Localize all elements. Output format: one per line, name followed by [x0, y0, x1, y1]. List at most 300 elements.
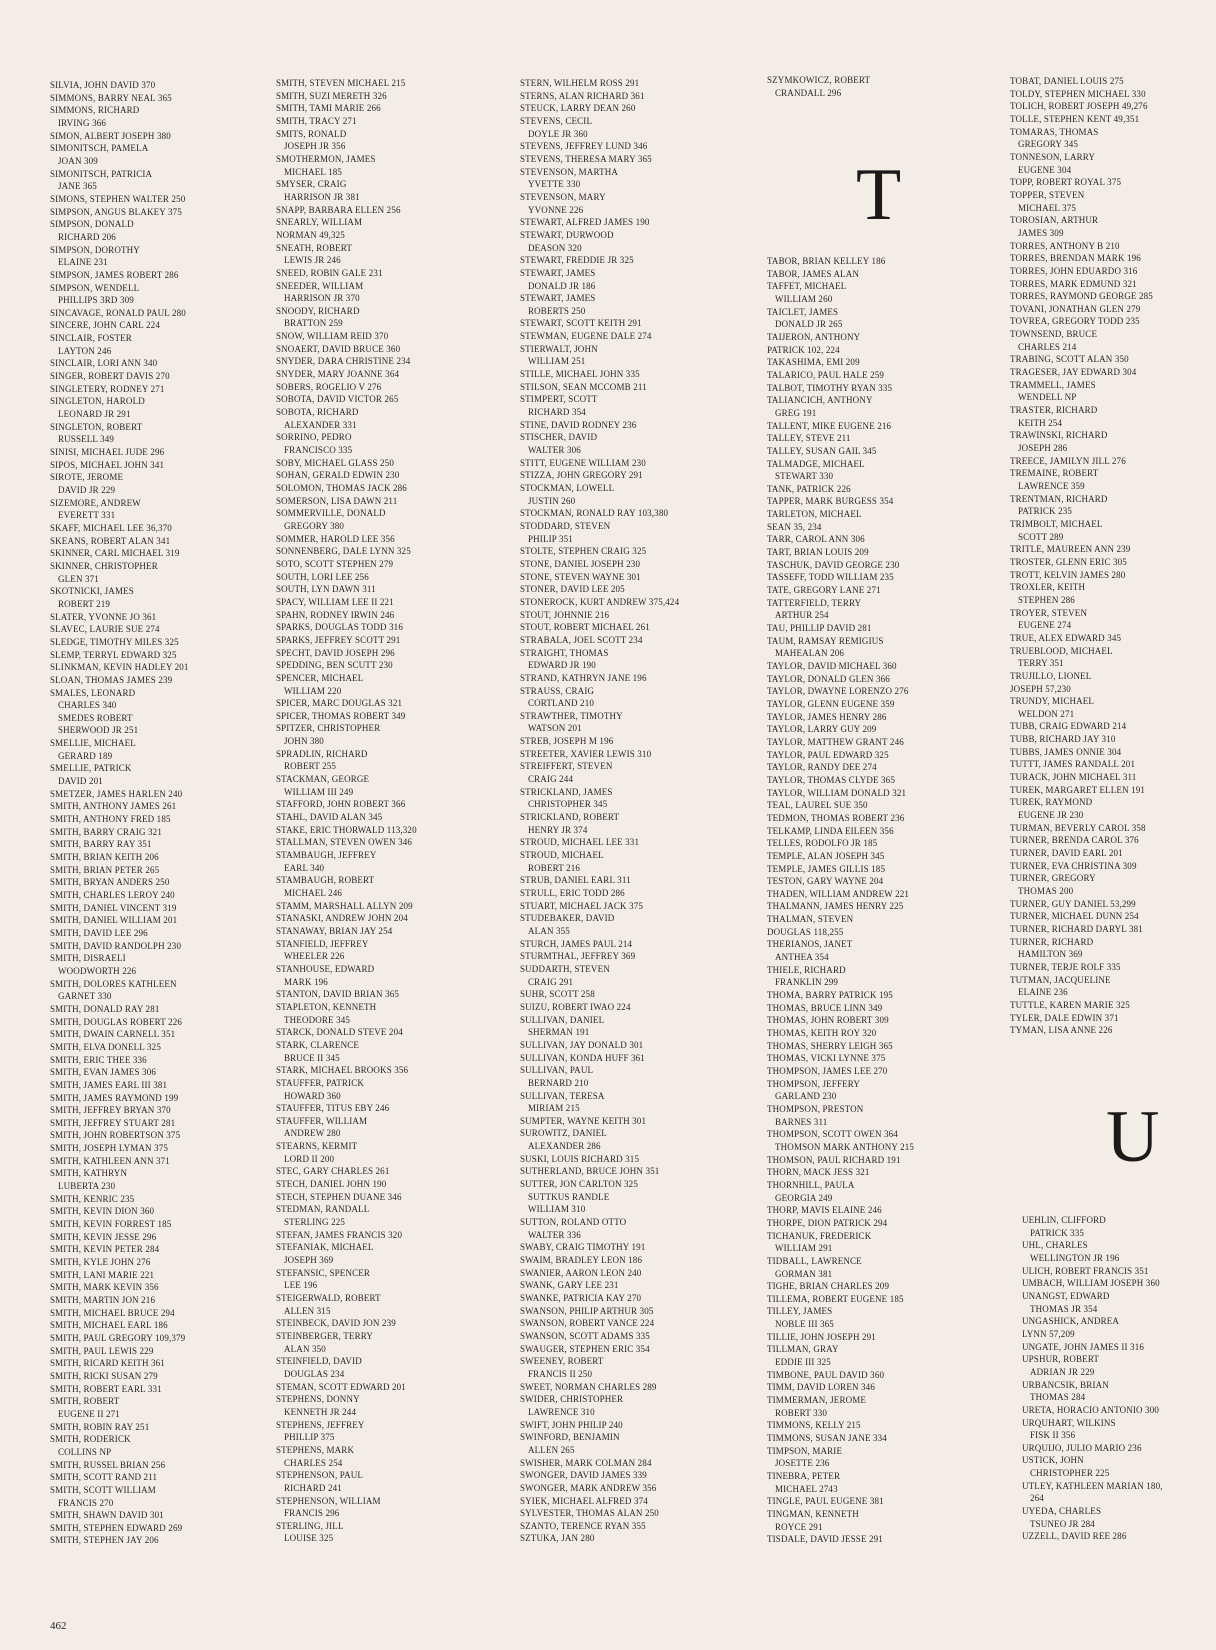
index-entry: TIMM, DAVID LOREN 346 — [767, 1382, 875, 1393]
index-entry: TRITLE, MAUREEN ANN 239 — [1010, 544, 1131, 555]
section-letter-u: U — [1106, 1096, 1160, 1178]
index-entry: FRANCIS II 250 — [528, 1368, 593, 1379]
index-entry: SMITH, KENRIC 235 — [50, 1193, 135, 1204]
index-entry: TAYLOR, LARRY GUY 209 — [767, 724, 877, 735]
index-entry: SULLIVAN, TERESA — [520, 1090, 605, 1101]
index-entry: SMITH, DISRAELI — [50, 953, 126, 964]
index-entry: COLLINS NP — [58, 1446, 112, 1457]
index-entry: WELDON 271 — [1018, 708, 1075, 719]
index-entry: DONALD JR 186 — [528, 280, 596, 291]
index-entry: WALTER 306 — [528, 445, 581, 456]
index-entry: THORN, MACK JESS 321 — [767, 1167, 870, 1178]
index-entry: SUTHERLAND, BRUCE JOHN 351 — [520, 1166, 660, 1177]
index-entry: SUHR, SCOTT 258 — [520, 989, 595, 1000]
index-entry: FRANCISCO 335 — [284, 445, 353, 456]
index-entry: TONNESON, LARRY — [1010, 151, 1096, 162]
index-entry: STALLMAN, STEVEN OWEN 346 — [276, 837, 413, 848]
index-entry: UTLEY, KATHLEEN MARIAN 180, — [1022, 1480, 1163, 1491]
index-entry: URQUIJO, JULIO MARIO 236 — [1022, 1442, 1142, 1453]
index-entry: SINGLETERY, RODNEY 271 — [50, 383, 165, 394]
index-entry: SMITH, BARRY RAY 351 — [50, 839, 152, 850]
index-entry: SOBOTA, DAVID VICTOR 265 — [276, 394, 399, 405]
index-entry: SMITH, KEVIN DION 360 — [50, 1206, 155, 1217]
index-entry: STAFFORD, JOHN ROBERT 366 — [276, 799, 406, 810]
index-entry: SMITH, PAUL LEWIS 229 — [50, 1345, 154, 1356]
index-entry: TUBB, CRAIG EDWARD 214 — [1010, 721, 1127, 732]
index-entry: JAMES 309 — [1018, 227, 1064, 238]
index-entry: THOMAS, SHERRY LEIGH 365 — [767, 1040, 893, 1051]
index-entry: SMALES, LEONARD — [50, 687, 136, 698]
index-column-2 — [276, 77, 501, 1545]
index-entry: THORNHILL, PAULA — [767, 1179, 855, 1190]
index-entry: TROYER, STEVEN — [1010, 607, 1088, 618]
index-entry: SPICER, MARC DOUGLAS 321 — [276, 698, 403, 709]
index-entry: TAUM, RAMSAY REMIGIUS — [767, 635, 884, 646]
index-entry: TEMPLE, ALAN JOSEPH 345 — [767, 850, 885, 861]
index-entry: TALLENT, MIKE EUGENE 216 — [767, 420, 892, 431]
index-entry: SMITH, BRIAN PETER 265 — [50, 864, 160, 875]
index-entry: TORRES, MARK EDMUND 321 — [1010, 278, 1137, 289]
index-entry: SWONGER, MARK ANDREW 356 — [520, 1482, 657, 1493]
index-entry: STERNS, ALAN RICHARD 361 — [520, 90, 645, 101]
index-entry: STERLING 225 — [284, 1217, 346, 1228]
index-entry: CHRISTOPHER 225 — [1030, 1468, 1110, 1479]
index-entry: SNEEDER, WILLIAM — [276, 280, 364, 291]
index-entry: EDDIE III 325 — [775, 1357, 831, 1368]
index-entry: STERLING, JILL — [276, 1520, 344, 1531]
index-entry: SZTUKA, JAN 280 — [520, 1533, 595, 1544]
index-entry: SUDDARTH, STEVEN — [520, 963, 610, 974]
index-entry: BERNARD 210 — [528, 1077, 589, 1088]
index-entry: STILSON, SEAN MCCOMB 211 — [520, 381, 647, 392]
index-entry: SMITH, SCOTT WILLIAM — [50, 1484, 156, 1495]
index-entry: TABOR, JAMES ALAN — [767, 268, 860, 279]
index-entry: UNGASHICK, ANDREA — [1022, 1316, 1120, 1327]
index-entry: SMELLIE, PATRICK — [50, 763, 132, 774]
index-entry: TART, BRIAN LOUIS 209 — [767, 547, 869, 558]
index-entry: URQUHART, WILKINS — [1022, 1417, 1116, 1428]
index-entry: STEVENS, CECIL — [520, 115, 593, 126]
index-entry: ELAINE 231 — [58, 257, 108, 268]
index-entry: SWIDER, CHRISTOPHER — [520, 1394, 624, 1405]
index-column-1 — [50, 79, 255, 1547]
index-entry: SKAFF, MICHAEL LEE 36,370 — [50, 522, 172, 533]
index-entry: ALAN 355 — [528, 925, 570, 936]
index-entry: STONER, DAVID LEE 205 — [520, 584, 625, 595]
index-entry: SOBERS, ROGELIO V 276 — [276, 381, 382, 392]
index-entry: TAYLOR, MATTHEW GRANT 246 — [767, 736, 904, 747]
index-entry: TALLEY, SUSAN GAIL 345 — [767, 445, 877, 456]
index-entry: STEPHENSON, WILLIAM — [276, 1495, 381, 1506]
index-entry: BRATTON 259 — [284, 318, 343, 329]
index-entry: TOMARAS, THOMAS — [1010, 126, 1099, 137]
index-entry: STEWART, JAMES — [520, 293, 596, 304]
index-entry: SOBY, MICHAEL GLASS 250 — [276, 457, 394, 468]
index-entry: EARL 340 — [284, 862, 325, 873]
index-entry: STEWMAN, EUGENE DALE 274 — [520, 331, 652, 342]
index-entry: SINISI, MICHAEL JUDE 296 — [50, 447, 165, 458]
index-entry: SMITH, MICHAEL EARL 186 — [50, 1320, 168, 1331]
index-entry: CRANDALL 296 — [775, 87, 842, 98]
index-entry: SMITH, JOSEPH LYMAN 375 — [50, 1143, 169, 1154]
index-entry: STOUT, ROBERT MICHAEL 261 — [520, 622, 650, 633]
index-entry: ALEXANDER 331 — [284, 419, 357, 430]
index-entry: TRENTMAN, RICHARD — [1010, 493, 1108, 504]
index-entry: STEPHENSON, PAUL — [276, 1470, 364, 1481]
index-entry: HARRISON JR 370 — [284, 293, 360, 304]
index-entry: TALLEY, STEVE 211 — [767, 433, 851, 444]
index-entry: TAPPER, MARK BURGESS 354 — [767, 496, 894, 507]
index-entry: FISK II 356 — [1030, 1430, 1076, 1441]
index-entry: SPARKS, JEFFREY SCOTT 291 — [276, 634, 401, 645]
index-entry: TURNER, EVA CHRISTINA 309 — [1010, 860, 1137, 871]
index-entry: TUTTLE, KAREN MARIE 325 — [1010, 999, 1130, 1010]
index-entry: STANFIELD, JEFFREY — [276, 938, 369, 949]
index-entry: TYMAN, LISA ANNE 226 — [1010, 1025, 1113, 1036]
index-entry: TREMAINE, ROBERT — [1010, 468, 1099, 479]
index-entry: JOSETTE 236 — [775, 1458, 830, 1469]
index-entry: SMITH, RICARD KEITH 361 — [50, 1358, 165, 1369]
index-entry: CHARLES 254 — [284, 1457, 343, 1468]
index-entry: TUREK, RAYMOND — [1010, 797, 1093, 808]
index-entry: STRABALA, JOEL SCOTT 234 — [520, 634, 643, 645]
index-entry: SMOTHERMON, JAMES — [276, 153, 376, 164]
index-entry: UPSHUR, ROBERT — [1022, 1354, 1100, 1365]
index-entry: STRICKLAND, ROBERT — [520, 812, 620, 823]
index-entry: SPENCER, MICHAEL — [276, 672, 364, 683]
index-entry: STODDARD, STEVEN — [520, 520, 611, 531]
index-entry: WILLIAM 251 — [528, 356, 586, 367]
index-entry: SMITH, RUSSEL BRIAN 256 — [50, 1459, 166, 1470]
index-entry: SHERWOOD JR 251 — [58, 725, 139, 736]
index-entry: SIMMONS, BARRY NEAL 365 — [50, 92, 172, 103]
index-entry: SMITH, MICHAEL BRUCE 294 — [50, 1307, 175, 1318]
index-entry: ROYCE 291 — [775, 1521, 823, 1532]
index-entry: SMITH, STEPHEN EDWARD 269 — [50, 1522, 183, 1533]
index-entry: SILVIA, JOHN DAVID 370 — [50, 80, 156, 90]
index-entry: SZANTO, TERENCE RYAN 355 — [520, 1520, 646, 1531]
index-entry: MARK 196 — [284, 976, 328, 987]
index-entry: SMITH, EVAN JAMES 306 — [50, 1067, 156, 1078]
index-entry: STEFAN, JAMES FRANCIS 320 — [276, 1229, 403, 1240]
index-entry: SWANSON, SCOTT ADAMS 335 — [520, 1330, 650, 1341]
index-entry: TOPPER, STEVEN — [1010, 189, 1085, 200]
index-entry: USTICK, JOHN — [1022, 1455, 1084, 1466]
index-entry: TRUNDY, MICHAEL — [1010, 696, 1095, 707]
index-entry: THOMAS, VICKI LYNNE 375 — [767, 1053, 886, 1064]
index-entry: STANASKI, ANDREW JOHN 204 — [276, 913, 408, 924]
index-entry: STAMBAUGH, ROBERT — [276, 875, 375, 886]
index-entry: PATRICK 335 — [1030, 1227, 1085, 1238]
index-entry: NOBLE III 365 — [775, 1319, 834, 1330]
index-entry: JOSEPH 286 — [1018, 443, 1068, 454]
index-entry: THERIANOS, JANET — [767, 939, 853, 950]
index-entry: SUROWITZ, DANIEL — [520, 1128, 607, 1139]
index-entry: STIZZA, JOHN GREGORY 291 — [520, 470, 643, 481]
index-entry: STONE, DANIEL JOSEPH 230 — [520, 558, 641, 569]
index-entry: SMITH, DAVID LEE 296 — [50, 927, 148, 938]
index-entry: CRAIG 291 — [528, 976, 574, 987]
index-entry: TROXLER, KEITH — [1010, 582, 1086, 593]
index-entry: ROBERT 330 — [775, 1407, 828, 1418]
index-entry: SMITH, JOHN ROBERTSON 375 — [50, 1130, 181, 1141]
index-entry: SWISHER, MARK COLMAN 284 — [520, 1457, 652, 1468]
index-entry: LORD II 200 — [284, 1153, 335, 1164]
index-entry: SKOTNICKI, JAMES — [50, 586, 134, 597]
index-entry: SMITH, MARTIN JON 216 — [50, 1295, 156, 1305]
index-entry: SEAN 35, 234 — [767, 521, 822, 532]
index-entry: SYLVESTER, THOMAS ALAN 250 — [520, 1508, 659, 1519]
index-entry: TELLES, RODOLFO JR 185 — [767, 838, 878, 849]
index-entry: TORRES, JOHN EDUARDO 316 — [1010, 265, 1138, 276]
index-entry: ANDREW 280 — [284, 1128, 341, 1139]
index-entry: SNAPP, BARBARA ELLEN 256 — [276, 204, 401, 215]
index-entry: THOMPSON, PRESTON — [767, 1103, 864, 1114]
index-entry: STRAWTHER, TIMOTHY — [520, 710, 623, 721]
index-entry: TINGMAN, KENNETH — [767, 1508, 859, 1519]
index-entry: TSUNEO JR 284 — [1030, 1518, 1095, 1529]
index-entry: THOMAS, JOHN ROBERT 309 — [767, 1015, 889, 1026]
index-entry: SIMPSON, JAMES ROBERT 286 — [50, 269, 179, 280]
index-entry: STOLTE, STEPHEN CRAIG 325 — [520, 546, 647, 557]
index-entry: TRABING, SCOTT ALAN 350 — [1010, 354, 1129, 365]
index-entry: TRUJILLO, LIONEL — [1010, 670, 1092, 681]
index-entry: SMYSER, CRAIG — [276, 179, 347, 190]
index-entry: TRUEBLOOD, MICHAEL — [1010, 645, 1113, 656]
index-entry: SUIZU, ROBERT IWAO 224 — [520, 1001, 631, 1012]
index-entry: CORTLAND 210 — [528, 698, 595, 709]
index-entry: SLOAN, THOMAS JAMES 239 — [50, 674, 173, 685]
index-entry: SMITS, RONALD — [276, 128, 347, 139]
index-entry: SMITH, KEVIN JESSE 296 — [50, 1231, 157, 1242]
index-entry: UEHLIN, CLIFFORD — [1022, 1215, 1106, 1225]
index-entry: SULLIVAN, KONDA HUFF 361 — [520, 1052, 645, 1063]
index-entry: SMITH, ROBERT EARL 331 — [50, 1383, 162, 1394]
index-entry: SMITH, SHAWN DAVID 301 — [50, 1510, 164, 1521]
index-entry: SNEATH, ROBERT — [276, 242, 353, 253]
index-entry: SMITH, JAMES RAYMOND 199 — [50, 1092, 179, 1103]
index-entry: SIMMONS, RICHARD — [50, 105, 140, 116]
index-entry: PATRICK 235 — [1018, 506, 1073, 517]
index-entry: TIMMERMAN, JEROME — [767, 1395, 867, 1406]
index-entry: SMITH, DOUGLAS ROBERT 226 — [50, 1016, 183, 1027]
index-entry: FRANKLIN 299 — [775, 977, 839, 988]
index-entry: TALMADGE, MICHAEL — [767, 458, 865, 469]
index-entry: SOBOTA, RICHARD — [276, 407, 359, 418]
index-entry: TURNER, GUY DANIEL 53,299 — [1010, 898, 1136, 909]
index-entry: BRUCE II 345 — [284, 1052, 340, 1063]
index-entry: STRAUSS, CRAIG — [520, 685, 595, 696]
index-entry: SONNENBERG, DALE LYNN 325 — [276, 546, 411, 557]
index-entry: SULLIVAN, JAY DONALD 301 — [520, 1039, 644, 1050]
index-entry: STANTON, DAVID BRIAN 365 — [276, 989, 400, 1000]
index-entry: UZZELL, DAVID REE 286 — [1022, 1531, 1127, 1542]
index-entry: WOODWORTH 226 — [58, 965, 137, 976]
index-entry: STEINBERGER, TERRY — [276, 1330, 374, 1341]
index-entry: TAFFET, MICHAEL — [767, 281, 847, 292]
index-entry: JOSEPH 369 — [284, 1255, 334, 1266]
index-entry: STRAIGHT, THOMAS — [520, 647, 609, 658]
index-entry: UHL, CHARLES — [1022, 1240, 1088, 1251]
index-entry: DAVID 201 — [58, 776, 103, 787]
index-entry: TOPP, ROBERT ROYAL 375 — [1010, 177, 1122, 188]
index-entry: LAWRENCE 359 — [1018, 481, 1085, 491]
index-entry: STEVENS, THERESA MARY 365 — [520, 153, 652, 164]
index-entry: STITT, EUGENE WILLIAM 230 — [520, 457, 646, 468]
index-entry: THOMAS, BRUCE LINN 349 — [767, 1002, 883, 1013]
index-entry: THOMAS JR 354 — [1030, 1303, 1098, 1314]
index-entry: STECH, DANIEL JOHN 190 — [276, 1179, 387, 1190]
index-entry: STEVENSON, MARTHA — [520, 166, 619, 177]
index-entry: STAUFFER, TITUS EBY 246 — [276, 1103, 390, 1114]
index-entry: THOMPSON, SCOTT OWEN 364 — [767, 1129, 898, 1140]
index-entry: STAPLETON, KENNETH — [276, 1001, 377, 1012]
index-entry: SPICER, THOMAS ROBERT 349 — [276, 710, 406, 721]
index-entry: SMITH, JEFFREY STUART 281 — [50, 1117, 176, 1128]
index-entry: SUTTER, JON CARLTON 325 — [520, 1179, 638, 1190]
index-entry: STEDMAN, RANDALL — [276, 1204, 370, 1215]
index-entry: WHEELER 226 — [284, 951, 345, 962]
index-entry: TURNER, MICHAEL DUNN 254 — [1010, 911, 1139, 922]
index-entry: SNOAERT, DAVID BRUCE 360 — [276, 343, 401, 354]
index-entry: TURNER, BRENDA CAROL 376 — [1010, 835, 1139, 846]
index-entry: STECH, STEPHEN DUANE 346 — [276, 1191, 402, 1202]
index-entry: ARTHUR 254 — [775, 610, 829, 621]
index-entry: YVONNE 226 — [528, 204, 584, 215]
index-entry: LEE 196 — [284, 1280, 318, 1291]
index-entry: HOWARD 360 — [284, 1090, 341, 1101]
index-entry: SOLOMON, THOMAS JACK 286 — [276, 483, 407, 493]
index-entry: SIPOS, MICHAEL JOHN 341 — [50, 459, 165, 470]
index-entry: SMITH, BARRY CRAIG 321 — [50, 826, 162, 837]
index-entry: SPEDDING, BEN SCUTT 230 — [276, 660, 393, 671]
index-entry: THALMANN, JAMES HENRY 225 — [767, 901, 904, 912]
index-entry: TILLIE, JOHN JOSEPH 291 — [767, 1331, 876, 1342]
index-entry: SMITH, DWAIN CARNELL 351 — [50, 1029, 176, 1040]
index-entry: STEVENS, JEFFREY LUND 346 — [520, 141, 648, 152]
index-entry: GEORGIA 249 — [775, 1192, 833, 1203]
index-entry: TOROSIAN, ARTHUR — [1010, 215, 1099, 226]
index-entry: STRULL, ERIC TODD 286 — [520, 888, 625, 898]
section-letter-t: T — [856, 154, 902, 236]
index-entry: TREECE, JAMILYN JILL 276 — [1010, 455, 1126, 466]
index-entry: UNGATE, JOHN JAMES II 316 — [1022, 1341, 1144, 1352]
index-entry: STEINFIELD, DAVID — [276, 1356, 362, 1367]
index-entry: TIGHE, BRIAN CHARLES 209 — [767, 1281, 890, 1292]
index-entry: STEPHENS, DONNY — [276, 1394, 360, 1405]
index-entry: STARK, MICHAEL BROOKS 356 — [276, 1065, 409, 1076]
index-entry: SMITH, BRIAN KEITH 206 — [50, 852, 159, 863]
index-entry: URBANCSIK, BRIAN — [1022, 1379, 1109, 1390]
index-column-4-t — [767, 255, 992, 1546]
index-entry: TILLEMA, ROBERT EUGENE 185 — [767, 1293, 904, 1304]
index-entry: SINCLAIR, FOSTER — [50, 333, 132, 344]
index-entry: TABOR, BRIAN KELLEY 186 — [767, 256, 886, 266]
index-column-5-u — [1022, 1214, 1216, 1543]
index-entry: SMITH, MARK KEVIN 356 — [50, 1282, 159, 1293]
index-entry: SNOW, WILLIAM REID 370 — [276, 331, 389, 342]
index-entry: SUTTKUS RANDLE — [528, 1191, 610, 1202]
index-entry: STILLE, MICHAEL JOHN 335 — [520, 369, 640, 380]
index-entry: SKINNER, CHRISTOPHER — [50, 560, 158, 571]
index-entry: SWEET, NORMAN CHARLES 289 — [520, 1381, 657, 1392]
index-entry: TROSTER, GLENN ERIC 305 — [1010, 556, 1127, 567]
index-entry: STEIGERWALD, ROBERT — [276, 1293, 381, 1303]
index-entry: SNYDER, DARA CHRISTINE 234 — [276, 356, 411, 367]
index-entry: STONEROCK, KURT ANDREW 375,424 — [520, 596, 680, 607]
index-entry: HARRISON JR 381 — [284, 191, 360, 202]
index-entry: SMITH, TRACY 271 — [276, 115, 357, 126]
index-entry: SMEDES ROBERT — [58, 712, 133, 723]
index-entry: WILLIAM 260 — [775, 293, 833, 304]
index-entry: ADRIAN JR 229 — [1030, 1366, 1095, 1377]
index-entry: STANHOUSE, EDWARD — [276, 963, 375, 974]
index-entry: THOMPSON, JEFFERY — [767, 1078, 861, 1089]
index-entry: STEPHENS, JEFFREY — [276, 1419, 365, 1430]
index-entry: STREIFFERT, STEVEN — [520, 761, 613, 772]
index-entry: WENDELL NP — [1018, 392, 1077, 403]
index-entry: STROUD, MICHAEL LEE 331 — [520, 837, 640, 848]
index-entry: HAMILTON 369 — [1018, 949, 1083, 960]
index-entry: STUART, MICHAEL JACK 375 — [520, 900, 644, 911]
index-entry: SMITH, ANTHONY JAMES 261 — [50, 801, 177, 812]
index-entry: TIMMONS, KELLY 215 — [767, 1420, 861, 1431]
index-entry: TEMPLE, JAMES GILLIS 185 — [767, 863, 886, 874]
index-entry: SOMMERVILLE, DONALD — [276, 508, 386, 519]
index-entry: NORMAN 49,325 — [276, 229, 345, 240]
index-entry: TIMPSON, MARIE — [767, 1445, 843, 1456]
index-entry: SPAHN, RODNEY IRWIN 246 — [276, 609, 395, 620]
index-entry: SPITZER, CHRISTOPHER — [276, 723, 381, 734]
index-entry: TURMAN, BEVERLY CAROL 358 — [1010, 822, 1146, 833]
index-entry: SULLIVAN, PAUL — [520, 1065, 594, 1076]
index-entry: THOMPSON, JAMES LEE 270 — [767, 1066, 888, 1076]
index-entry: STEFANIAK, MICHAEL — [276, 1242, 374, 1253]
index-entry: SMITH, PAUL GREGORY 109,379 — [50, 1332, 186, 1343]
index-entry: SPRADLIN, RICHARD — [276, 748, 368, 759]
index-entry: LAWRENCE 310 — [528, 1406, 595, 1417]
index-entry: SWANSON, ROBERT VANCE 224 — [520, 1318, 655, 1329]
index-entry: TUTMAN, JACQUELINE — [1010, 974, 1111, 985]
index-entry: STACKMAN, GEORGE — [276, 774, 370, 785]
index-entry: SLEMP, TERRYL EDWARD 325 — [50, 649, 177, 660]
index-entry: DOUGLAS 118,255 — [767, 926, 844, 937]
index-entry: TAYLOR, DWAYNE LORENZO 276 — [767, 686, 909, 697]
index-entry: SIZEMORE, ANDREW — [50, 497, 141, 508]
index-entry: GREG 191 — [775, 407, 817, 418]
index-entry: STANAWAY, BRIAN JAY 254 — [276, 925, 393, 936]
index-entry: TRAGESER, JAY EDWARD 304 — [1010, 367, 1137, 378]
index-entry: TIDBALL, LAWRENCE — [767, 1255, 862, 1266]
index-entry: SWEENEY, ROBERT — [520, 1356, 604, 1367]
index-entry: STREETER, XAVIER LEWIS 310 — [520, 748, 652, 759]
index-entry: THEODORE 345 — [284, 1014, 351, 1025]
index-entry: SMITH, ANTHONY FRED 185 — [50, 814, 171, 825]
index-entry: TOWNSEND, BRUCE — [1010, 329, 1098, 340]
index-entry: CHRISTOPHER 345 — [528, 799, 608, 810]
index-entry: SMITH, SUZI MERETH 326 — [276, 90, 387, 101]
index-entry: WILLIAM 220 — [284, 685, 342, 696]
index-entry: TISDALE, DAVID JESSE 291 — [767, 1534, 883, 1545]
index-entry: SMITH, ROBIN RAY 251 — [50, 1421, 150, 1432]
index-entry: TOLICH, ROBERT JOSEPH 49,276 — [1010, 101, 1148, 112]
index-entry: SINGLETON, ROBERT — [50, 421, 143, 432]
index-entry: SWANSON, PHILIP ARTHUR 305 — [520, 1305, 654, 1316]
index-entry: THOMSON MARK ANTHONY 215 — [775, 1141, 915, 1152]
index-entry: SPACY, WILLIAM LEE II 221 — [276, 596, 394, 607]
index-entry: STEVENSON, MARY — [520, 191, 606, 202]
index-entry: STUDEBAKER, DAVID — [520, 913, 615, 924]
